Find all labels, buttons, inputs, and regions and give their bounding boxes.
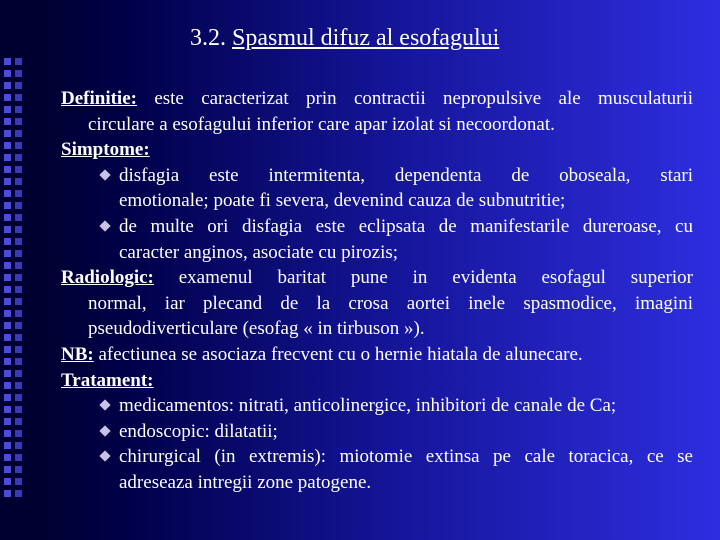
tratament-item-text: medicamentos: nitrati, anticolinergice, inhibitori de canale de Ca; xyxy=(119,395,617,417)
slide-title xyxy=(190,22,690,54)
definitie-text-1: este caracterizat prin contractii nepropulsive ale musculaturii xyxy=(136,88,693,109)
diamond-bullet-icon xyxy=(99,220,110,231)
definitie-line-2: circulare a esofagului inferior care apar izolat si necoordonat. xyxy=(88,113,555,135)
tratament-item-text: endoscopic: dilatatii; xyxy=(119,420,278,442)
radiologic-line-1 xyxy=(61,265,693,291)
simptome-item-text: de multe ori disfagia este eclipsata de manifestarile dureroase, cu xyxy=(119,215,693,237)
simptome-label: Simptome: xyxy=(61,139,150,161)
title-number: 3.2. xyxy=(190,25,226,51)
nb-text: afectiunea se asociaza frecvent cu o hernie hiatala de alunecare. xyxy=(93,343,583,365)
radiologic-label: Radiologic: xyxy=(61,267,154,289)
simptome-item-text: disfagia este intermitenta, dependenta de oboseala, stari xyxy=(119,164,693,186)
tratament-heading xyxy=(61,368,693,394)
simptome-item xyxy=(61,163,693,214)
diamond-bullet-icon xyxy=(99,451,110,462)
tratament-item-text: chirurgical (in extremis): miotomie extinsa pe cale toracica, ce se xyxy=(119,446,693,468)
decorative-squares-column xyxy=(15,58,22,497)
definitie-label: Definitie: xyxy=(61,88,137,109)
nb-line xyxy=(61,342,693,368)
simptome-item xyxy=(61,214,693,265)
simptome-item-text: caracter anginos, asociate cu pirozis; xyxy=(119,241,399,263)
simptome-item-text: emotionale; poate fi severa, devenind cauza de subnutritie; xyxy=(119,190,566,212)
tratament-item-text: adreseaza intregii zone patogene. xyxy=(119,471,372,493)
nb-label: NB: xyxy=(61,343,94,365)
left-decorative-strip xyxy=(0,0,48,540)
radiologic-text-1: examenul baritat pune in evidenta esofagul superior xyxy=(153,267,693,289)
tratament-item xyxy=(61,393,693,419)
decorative-squares-column xyxy=(4,58,11,497)
definitie-line-1 xyxy=(61,86,693,112)
title-text: Spasmul difuz al esofagului xyxy=(232,25,500,51)
tratament-label: Tratament: xyxy=(61,369,154,391)
tratament-item xyxy=(61,444,693,495)
simptome-heading xyxy=(61,137,693,163)
radiologic-line-3: pseudodiverticulare (esofag « in tirbuson »). xyxy=(88,318,425,340)
slide-content xyxy=(61,86,693,496)
diamond-bullet-icon xyxy=(99,169,110,180)
diamond-bullet-icon xyxy=(99,425,110,436)
diamond-bullet-icon xyxy=(99,399,110,410)
tratament-item xyxy=(61,419,693,445)
radiologic-line-2: normal, iar plecand de la crosa aortei inele spasmodice, imagini xyxy=(88,292,693,314)
